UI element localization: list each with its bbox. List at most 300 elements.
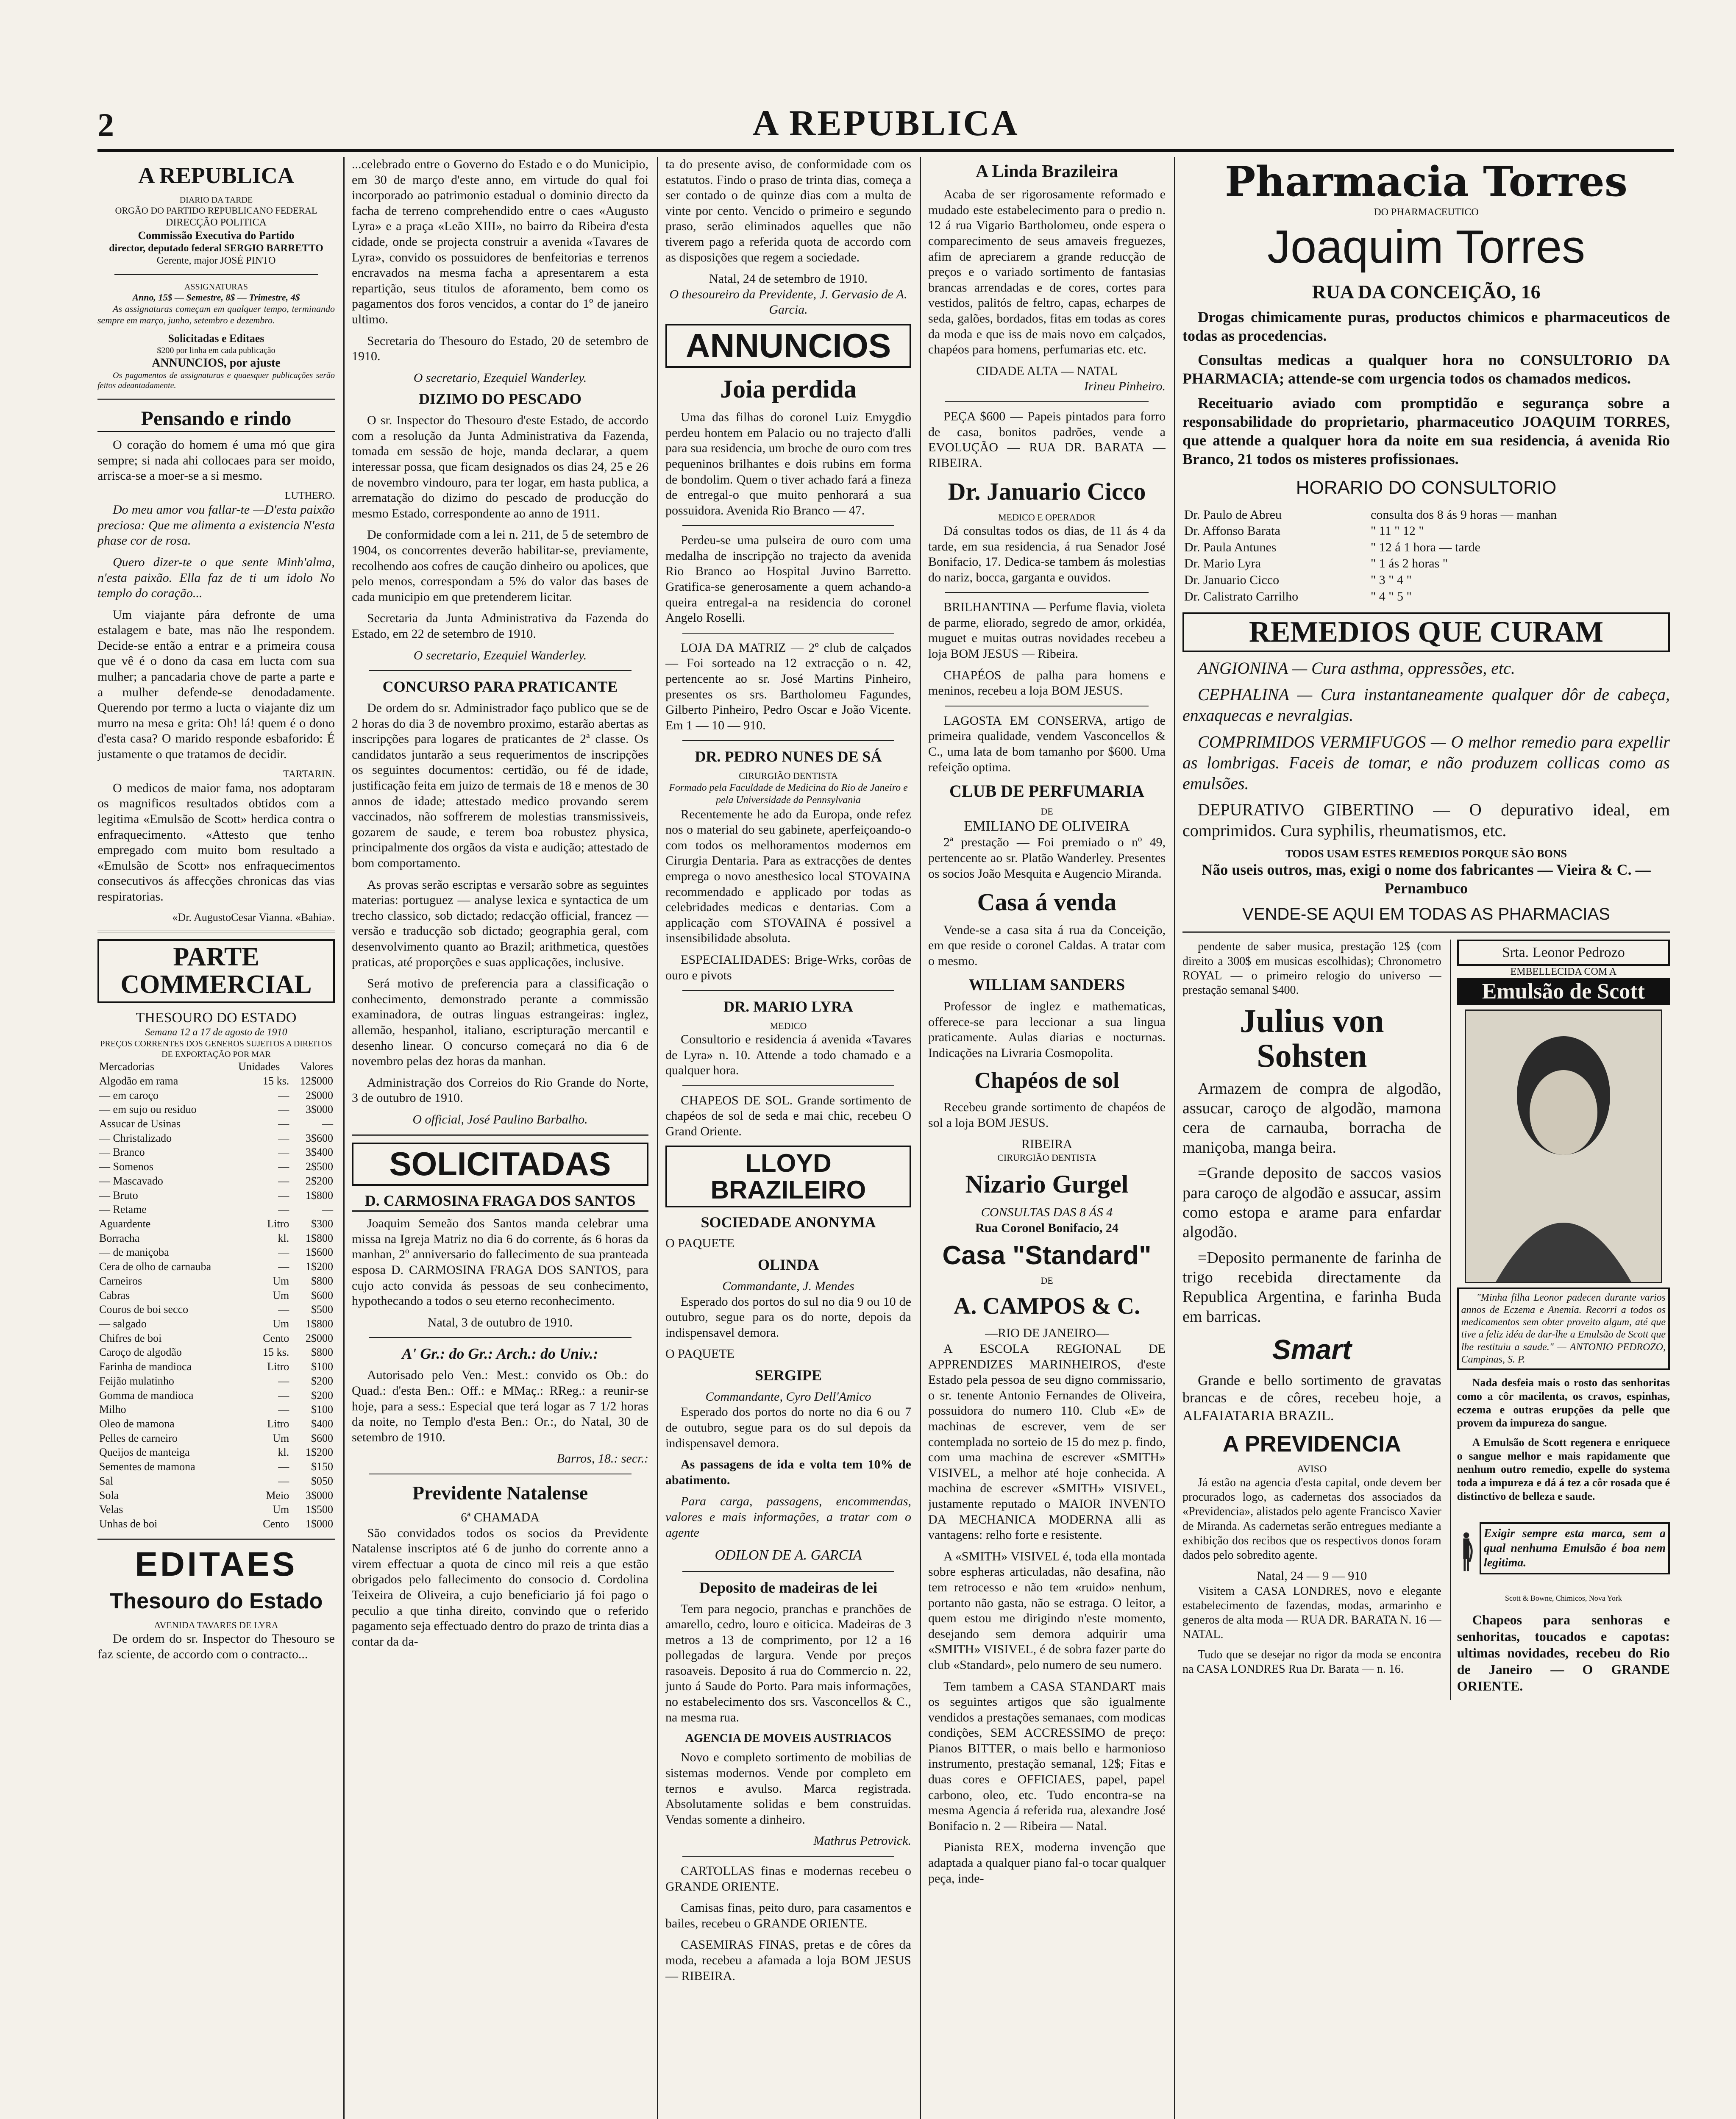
dizimo-title: DIZIMO DO PESCADO	[418, 390, 582, 408]
concurso-p1: De ordem do sr. Administrador faço publico que se de 2 horas do dia 3 de novembro proximo, estarão abertas as inscripções para logares de praticantes de 2ª classe. Os candidatos juntarão a seus requerimentos de inscripções os seguintes documentos: certidão, ou fé de idade, justificação feita em juizo de termais de 18 e menos de 30 annos de idade; attestado medico provando serem vaccinados, não soffrerem de molestias transmissiveis, gozarem de saude, e terem boa robustez physica, principalmente dos orgãos da vista e audição; attestado de bom comportamento.	[352, 701, 648, 870]
divider	[682, 633, 894, 634]
table-cell: 1$600	[306, 1246, 333, 1259]
lyra-title: DR. MARIO LYRA	[723, 998, 853, 1015]
table-cell: — de maniçoba	[99, 1246, 169, 1259]
londres-p2: Tudo que se desejar no rigor da moda se encontra na CASA LONDRES Rua Dr. Barata — n. 16.	[1182, 1648, 1441, 1676]
table-row	[97, 1117, 335, 1131]
thesouro-heading: THESOURO DO ESTADO	[136, 1009, 297, 1026]
pharm-p1: Drogas chimicamente puras, productos chimicos e pharmaceuticos de todas as procedencias.	[1182, 308, 1670, 344]
table-row	[97, 1360, 335, 1374]
lloyd-p2: Esperado dos portos do norte no dia 6 ou 7 de outubro, segue para os do sul depois da indispensavel demora.	[665, 1405, 911, 1450]
lloyd-cmd1: Commandante, J. Mendes	[722, 1279, 854, 1293]
previdente-cont: ta do presente aviso, de conformidade com os estatutos. Findo o praso de trinta dias, começa a ser contado o de quinze dias com a multa de vinte por cento. Vencido o primeiro e segundo praso, serão eliminados aquelles que não tiverem pago a referida quota de accordo com as disposições que regem a sociedade.	[665, 157, 911, 264]
table-cell: Litro	[267, 1217, 289, 1230]
casemiras-p: CASEMIRAS FINAS, pretas e de côres da moda, recebeu a afamada a loja BOM JESUS — RIBEIRA.	[665, 1938, 911, 1983]
pharm-addr: RUA DA CONCEIÇÃO, 16	[1312, 281, 1541, 303]
table-cell: 1$800	[306, 1189, 333, 1201]
scott-p1: Nada desfeia mais o rosto das senhoritas como a côr macilenta, os cravos, espinhas, eczema e outras erupções da pelle que provem da impureza do sangue.	[1457, 1377, 1670, 1429]
standard-title: Casa "Standard"	[942, 1241, 1152, 1271]
table-cell: 1$200	[306, 1446, 333, 1459]
divider	[682, 1856, 894, 1857]
divider	[369, 1337, 632, 1338]
divider	[682, 1571, 894, 1572]
table-row	[97, 1288, 335, 1303]
pensando-p2: Um viajante pára defronte de uma estalagem e bate, mas não lhe respondem. Decide-se então a entrar e a primeira cousa que vê é o dono da casa em lucta com sua mulher; a pancadaria chove de parte a parte e a mulher defende-se denodadamente. Querendo por termo a lucta o viajante diz um murro na mesa e grita: Oh! lá! quem é o dono d'esta casa? O marido responde esbaforido: É justamente o que tratamos de decidir.	[97, 607, 335, 762]
solicitadas-label: Solicitadas e Editaes	[168, 332, 264, 345]
table-cell: kl.	[278, 1446, 289, 1459]
arch-sig: Barros, 18.: secr.:	[556, 1452, 648, 1466]
table-cell: 1$800	[306, 1232, 333, 1244]
prev-title: A PREVIDENCIA	[1222, 1431, 1401, 1457]
table-cell: — Somenos	[99, 1160, 153, 1173]
joia-p: Uma das filhas do coronel Luiz Emygdio perdeu hontem em Palacio ou no trajecto d'alli para sua residencia, um broche de ouro com tres pequeninos brilhantes e dois rubins em forma de bondolim. Quem o tiver achado fará a fineza de entregal-o que muito penhorará a sua possuidora. Avenida Rio Branco — 47.	[665, 410, 911, 517]
cicco-p: Dá consultas todos os dias, de 11 ás 4 da tarde, em sua residencia, á rua Senador José Bonifacio, 17. Dedica-se tambem ás molestias do nariz, bocca, garganta e ouvidos.	[928, 523, 1166, 584]
table-cell: 3$400	[306, 1146, 333, 1159]
avenida-sec: O secretario, Ezequiel Wanderley.	[413, 370, 587, 385]
scott-sub: EMBELLECIDA COM A	[1510, 966, 1617, 977]
director: director, deputado federal SERGIO BARRETTO	[109, 243, 323, 254]
pensando-p1: O coração do homem é uma mó que gira sempre; si nada ahi collocaes para ser moido, arrisca-se a moer-se a si mesmo.	[97, 438, 335, 483]
table-cell: —	[278, 1403, 289, 1416]
scott-trademark	[1457, 1509, 1670, 1594]
cicco-sub: MEDICO E OPERADOR	[998, 512, 1096, 523]
column-2	[352, 157, 648, 2119]
table-cell: Sementes de mamona	[99, 1460, 195, 1473]
pedro-esp: ESPECIALIDADES: Brige-Wrks, corôas de ouro e pivots	[665, 953, 911, 982]
fisherman-icon	[1457, 1509, 1475, 1594]
table-row	[97, 1174, 335, 1188]
dizimo-sec: O secretario, Ezequiel Wanderley.	[413, 648, 587, 662]
horario-table	[1182, 507, 1670, 605]
table-row	[97, 1102, 335, 1117]
table-cell: Gomma de mandioca	[99, 1389, 194, 1402]
avenida-sig: Secretaria do Thesouro do Estado, 20 de setembro de 1910.	[352, 334, 648, 364]
linda-title: A Linda Brazileira	[976, 162, 1118, 181]
table-cell: $800	[311, 1274, 333, 1287]
table-row	[97, 1374, 335, 1388]
julius-title: Julius von Sohsten	[1240, 1002, 1384, 1074]
standard-p3: Tem tambem a CASA STANDART mais os seguintes artigos que são igualmente vendidos a prestações semanaes, com modicas condições, SEM ACCRESSIMO de preço: Pianos BITTER, o mais bello e harmonioso instrumento, prestação semanal, 12$; Fitas e duas cores e OFFICIAES, papel, papel carbono, oleo, etc. Tudo encontra-se na mesma Agencia á referida rua, alexandre José Bonifacio n. 2 — Ribeira — Natal.	[928, 1679, 1166, 1833]
lloyd-info: Para carga, passagens, encommendas, valores e mais informações, a tratar com o agente	[665, 1494, 911, 1540]
divider	[97, 931, 335, 932]
table-cell: Cabras	[99, 1289, 130, 1301]
club-title: CLUB DE PERFUMARIA	[949, 781, 1144, 801]
moveis-sig: Mathrus Petrovick.	[813, 1834, 911, 1848]
table-cell: $400	[311, 1418, 333, 1430]
editaes-p: De ordem do sr. Inspector do Thesouro se faz sciente, de accordo com o contracto...	[97, 1632, 335, 1661]
lyra-sub: MEDICO	[770, 1021, 807, 1032]
subs-title: ASSIGNATURAS	[184, 282, 248, 292]
page-number: 2	[97, 106, 114, 143]
lyra-p: Consultorio e residencia á avenida «Tavares de Lyra» n. 10. Attende a todo chamado e a qualquer hora.	[665, 1032, 911, 1078]
pharm-p3: Receituario aviado com promptidão e segurança sobre a responsabilidade do proprietario, pharmaceutico JOAQUIM TORRES, que attende a qualquer hora da noite em sua residencia, á avenida Rio Branco, 21 todos os misteres profissionaes.	[1182, 395, 1670, 468]
table-cell: — Branco	[99, 1146, 145, 1159]
commission: Commissão Executiva do Partido	[138, 229, 295, 242]
table-cell: 1$500	[306, 1503, 333, 1516]
table-cell: 2$200	[306, 1174, 333, 1187]
scott-exigir: Exigir sempre esta marca, sem a qual nenhuma Emulsão é boa nem legitima.	[1480, 1522, 1670, 1574]
avenida-notice: ...celebrado entre o Governo do Estado e o do Municipio, em 30 de março d'este anno, em virtude do qual foi incorporado ao patrimonio estadual o dominio directo da facha de terreno comprehendido entre o caes «Augusto Lyra» e a praça «Leão XIII», no bairro da Ribeira d'esta cidade, onde se projecta construir a avenida «Tavares de Lyra», convido os possuidores de benfeitorias e terrenos encravados na mesma facha a apresentarem a esta repartição, seus titulos de aforamento, bem como os pagamentos dos foros vencidos, a contar do 1º de janeiro ultimo.	[352, 157, 648, 326]
avenida: AVENIDA TAVARES DE LYRA	[154, 1620, 278, 1631]
table-row	[97, 1474, 335, 1488]
table-cell: —	[278, 1246, 289, 1259]
prev-date: Natal, 24 — 9 — 910	[1257, 1569, 1367, 1583]
table-cell: 1$000	[306, 1518, 333, 1530]
dizimo-sig: Secretaria da Junta Administrativa da Fazenda do Estado, em 22 de setembro de 1910.	[352, 611, 648, 641]
table-cell: Assucar de Usinas	[99, 1117, 181, 1130]
scott-ad	[1450, 940, 1670, 1700]
pulseira-p: Perdeu-se uma pulseira de ouro com uma medalha de inscripção no trajecto da avenida Rio Branco ao Hospital Juvino Barretto. Gratifica-se generosamente a quem achando-a queira entregal-a na residencia do coronel Angelo Roselli.	[665, 533, 911, 625]
previdente-date: Natal, 24 de setembro de 1910.	[709, 272, 868, 286]
table-cell: — Retame	[99, 1203, 147, 1216]
table-cell: Couros de boi secco	[99, 1303, 189, 1316]
casa-p: Vende-se a casa sita á rua da Conceição, em que reside o coronel Caldas. A tratar com o mesmo.	[928, 923, 1166, 968]
table-cell: 3$000	[306, 1103, 333, 1116]
horario-cell: Dr. Paulo de Abreu	[1184, 507, 1282, 522]
todos-usam: TODOS USAM ESTES REMEDIOS PORQUE SÃO BONS	[1285, 848, 1567, 860]
horario-cell: consulta dos 8 ás 9 horas — manhan	[1371, 507, 1557, 522]
table-row	[97, 1431, 335, 1446]
lloyd-ship1: OLINDA	[757, 1256, 819, 1273]
table-row	[97, 1231, 335, 1246]
table-cell: —	[278, 1189, 289, 1201]
chapeos-sol-p: CHAPEOS DE SOL. Grande sortimento de chapéos de sol de seda e mai chic, recebeu O Grand Oriente.	[665, 1093, 911, 1138]
table-row	[97, 1274, 335, 1288]
moveis-title: AGENCIA DE MOVEIS AUSTRIACOS	[685, 1732, 892, 1745]
header-rule	[97, 149, 1674, 152]
table-header-cell: Mercadorias	[99, 1060, 154, 1073]
horario-row	[1182, 572, 1670, 589]
table-cell: Meio	[266, 1489, 289, 1502]
table-cell: — em sujo ou residuo	[99, 1103, 197, 1116]
table-cell: 12$000	[300, 1074, 333, 1087]
madeiras-title: Deposito de madeiras de lei	[699, 1579, 877, 1596]
column-rule	[1174, 157, 1175, 2119]
lloyd-paquete2: O PAQUETE	[665, 1347, 735, 1361]
cicco-title: Dr. Januario Cicco	[948, 478, 1146, 506]
table-cell: —	[278, 1117, 289, 1130]
sanders-p: Professor de inglez e mathematicas, offerece-se para leccionar a sua lingua praticamente. Aulas diarias e nocturnas. Indicações na Livraria Cosmopolita.	[928, 999, 1166, 1060]
table-cell: $200	[311, 1374, 333, 1387]
table-header-cell: Valores	[300, 1060, 333, 1073]
annuncios-label: ANNUNCIOS, por ajuste	[152, 356, 281, 370]
lagosta-p: LAGOSTA EM CONSERVA, artigo de primeira qualidade, vendem Vasconcellos & C., uma lata de bom tamanho por $600. Uma refeição optima.	[928, 713, 1166, 774]
standard-de: DE	[1040, 1275, 1053, 1286]
concurso-p2: As provas serão escriptas e versarão sobre as seguintes materias: portuguez — analyse lexica e syntactica de um trecho classico, sob dictado; redacção official, francez — versão e traducção sob dictado; geographia geral, com desenvolvimento quanto ao Brazil; arithmetica, questões praticas, até proporções e suas applicações, inclusive.	[352, 877, 648, 969]
divider	[682, 990, 894, 991]
table-cell: $500	[311, 1303, 333, 1316]
thesouro2: Thesouro do Estado	[109, 1588, 323, 1613]
table-cell: —	[278, 1389, 289, 1402]
manager: Gerente, major JOSÉ PINTO	[156, 255, 276, 267]
table-cell: — salgado	[99, 1318, 147, 1330]
casa-title: Casa á venda	[977, 888, 1117, 916]
org-line: ORGÃO DO PARTIDO REPUBLICANO FEDERAL	[115, 205, 317, 216]
prev-sub: AVISO	[1297, 1463, 1327, 1475]
carmosina-date: Natal, 3 de outubro de 1910.	[427, 1315, 573, 1329]
joia-title: Joia perdida	[720, 375, 857, 403]
table-cell: $800	[311, 1346, 333, 1359]
brilhantina-p: BRILHANTINA — Perfume flavia, violeta de parme, eliorado, segredo de amor, orkidéa, muguet e muitas outras novidades recebeu a loja BOM JESUS — Ribeira.	[928, 600, 1166, 661]
table-row	[97, 1445, 335, 1460]
concurso-title: CONCURSO PARA PRATICANTE	[382, 678, 618, 695]
julius-p1: Armazem de compra de algodão, assucar, caroço de algodão, mamona cera de carnauba, borracha de maniçoba, manga beira.	[1182, 1079, 1441, 1157]
table-row	[97, 1160, 335, 1174]
column-rule	[657, 157, 658, 2119]
table-cell: $100	[311, 1403, 333, 1416]
semana: Semana 12 a 17 de agosto de 1910	[145, 1027, 287, 1038]
table-row	[97, 1317, 335, 1331]
table-cell: Cento	[263, 1332, 289, 1344]
arch-p: Autorisado pelo Ven.: Mest.: convido os Ob.: do Quad.: d'esta Ben.: Off.: e MMaç.: RReg.: a reunir-se hoje, para a sess.: Especial que terá logar as 7 1/2 horas da noite, no Templo d'esta Ben.: Or.:, do Natal, 30 de setembro de 1910.	[352, 1368, 648, 1444]
divider	[682, 740, 894, 741]
julius-p2: =Grande deposito de saccos vasios para caroço de algodão e assucar, assim como estopa e arame para enfardar algodão.	[1182, 1164, 1441, 1241]
price-table-body	[97, 1074, 335, 1531]
table-row	[97, 1302, 335, 1317]
pedro-p: Recentemente he ado da Europa, onde refez nos o material do seu gabinete, aperfeiçoando-o com todos os melhoramentos modernos em Cirurgia Dentaria. Para as extracções de dentes emprega o novo anesthesico local STOVAINA recommendado e applicado por todas as celebridades medicas e dentarias. Com a applicação com STOVAINA é possivel a insensibilidade absoluta.	[665, 807, 911, 945]
table-cell: Chifres de boi	[99, 1332, 162, 1344]
pensando-poem2: Quero dizer-te o que sente Minh'alma, n'esta paixão. Ella faz de ti um idolo No templo do coração...	[97, 555, 335, 601]
pedro-sub: CIRURGIÃO DENTISTA	[739, 770, 838, 781]
julius-p3: =Deposito permanente de farinha de trigo recebida directamente da Republica Argentina, e farinha Buda em barricas.	[1182, 1249, 1441, 1326]
gurgel-hours: CONSULTAS DAS 8 ÁS 4	[981, 1205, 1113, 1220]
table-cell: —	[278, 1103, 289, 1116]
pedro-title: DR. PEDRO NUNES DE SÁ	[695, 748, 882, 765]
pharm-p2: Consultas medicas a qualquer hora no CONSULTORIO DA PHARMACIA; attende-se com urgencia todos os chamados medicos.	[1182, 351, 1670, 387]
horario-table-body	[1182, 507, 1670, 605]
arch-title: A' Gr.: do Gr.: Arch.: do Univ.:	[402, 1345, 598, 1363]
table-cell: —	[278, 1089, 289, 1101]
horario-cell: " 1 ás 2 horas "	[1371, 556, 1448, 571]
horario-row	[1182, 589, 1670, 605]
column-rule	[920, 157, 921, 2119]
table-cell: Aguardente	[99, 1217, 151, 1230]
table-cell: Milho	[99, 1403, 126, 1416]
carmosina-p: Joaquim Semeão dos Santos manda celebrar uma missa na Igreja Matriz no dia 6 do corrente, ás 6 horas da manhan, 2º anniversario do fallecimento de sua pranteada esposa D. CARMOSINA FRAGA DOS SANTOS, para cujo acto convida ás pessoas de seu conhecimento, hypothecando a todos o seu eterno reconhecimento.	[352, 1216, 648, 1308]
table-cell: kl.	[278, 1232, 289, 1244]
table-cell: Unhas de boi	[99, 1518, 158, 1530]
table-row	[97, 1131, 335, 1146]
subs-note: As assignaturas começam em qualquer tempo, terminando sempre em março, junho, setembro e dezembro.	[97, 303, 335, 325]
table-cell: —	[278, 1460, 289, 1473]
horario-title: HORARIO DO CONSULTORIO	[1296, 477, 1557, 498]
horario-row	[1182, 507, 1670, 523]
table-cell: 1$200	[306, 1260, 333, 1273]
table-row	[97, 1202, 335, 1217]
divider	[945, 592, 1149, 593]
table-cell: —	[278, 1132, 289, 1144]
divider	[945, 401, 1149, 402]
table-cell: $150	[311, 1460, 333, 1473]
table-cell: —	[278, 1260, 289, 1273]
table-header-row	[97, 1060, 335, 1074]
table-cell: Queijos de manteiga	[99, 1446, 190, 1459]
lloyd-pass: As passagens de ida e volta tem 10% de abatimento.	[665, 1457, 911, 1487]
editaes-title: EDITAES	[135, 1545, 298, 1583]
club-name: EMILIANO DE OLIVEIRA	[964, 818, 1130, 834]
pharm-title: Pharmacia Torres	[1225, 158, 1628, 206]
previdente-sig: O thesoureiro da Previdente, J. Gervasio de A. Garcia.	[669, 287, 907, 317]
table-cell: Litro	[267, 1418, 289, 1430]
pharm-name: Joaquim Torres	[1267, 221, 1585, 273]
table-row	[97, 1260, 335, 1274]
portrait-image	[1465, 1009, 1662, 1283]
table-cell: 1$800	[306, 1318, 333, 1330]
table-row	[97, 1188, 335, 1203]
previdente-p: São convidados todos os socios da Previdente Natalense inscriptos até 6 de junho do corrente anno a virem effectuar a quota de cinco mil reis a que estão obrigados pelo fallecimento do consocio d. Cordolina Teixeira de Oliveira, a cujo beneficiario já foi pago o peculio a que tinha direito, convindo que o referido pagamento seja effectuado dentro do prazo de trinta dias a contar da da-	[352, 1526, 648, 1649]
column-rule	[343, 157, 345, 2119]
masthead: A REPUBLICA	[138, 163, 294, 188]
table-cell: —	[278, 1146, 289, 1159]
table-cell: Um	[273, 1274, 289, 1287]
divider	[97, 398, 335, 400]
table-cell: Cera de olho de carnauba	[99, 1260, 211, 1273]
chapeos-p: Recebeu grande sortimento de chapéos de sol a loja BOM JESUS.	[928, 1100, 1166, 1130]
lloyd-ship2: SERGIPE	[754, 1366, 822, 1384]
table-row	[97, 1460, 335, 1474]
annuncios-note: Os pagamentos de assignaturas e quaesquer publicações serão feitos adeantadamente.	[97, 370, 335, 391]
table-cell: Velas	[99, 1503, 123, 1516]
divider	[352, 1134, 648, 1136]
pensando-sig1: LUTHERO.	[285, 490, 335, 501]
rem3: COMPRIMIDOS VERMIFUGOS — O melhor remedio para expellir as lombrigas. Faceis de tomar, e não produzem collicas como as emulsões.	[1182, 732, 1670, 793]
concurso-sig: Administração dos Correios do Rio Grande do Norte, 3 de outubro de 1910.	[352, 1075, 648, 1105]
table-cell: $600	[311, 1432, 333, 1444]
horario-cell: Dr. Mario Lyra	[1184, 556, 1261, 571]
table-cell: — Mascavado	[99, 1174, 163, 1187]
chapeos-title: Chapéos de sol	[974, 1068, 1120, 1093]
pharm-sub: DO PHARMACEUTICO	[1374, 207, 1479, 218]
horario-cell: Dr. Paula Antunes	[1184, 540, 1277, 554]
lloyd-title: LLOYD BRAZILEIRO	[665, 1146, 911, 1207]
solicitadas-price: $200 por linha em cada publicação	[157, 346, 275, 356]
col5-split	[1182, 940, 1670, 1700]
table-row	[97, 1517, 335, 1531]
table-cell: $050	[311, 1474, 333, 1487]
lloyd-paquete1: O PAQUETE	[665, 1236, 735, 1251]
table-cell: $300	[311, 1217, 333, 1230]
pedro-cred: Formado pela Faculdade de Medicina do Rio de Janeiro e pela Universidade da Pennsylvania	[669, 782, 908, 806]
table-cell: 15 ks.	[263, 1074, 289, 1087]
horario-row	[1182, 539, 1670, 556]
sanders-title: WILLIAM SANDERS	[968, 976, 1125, 994]
peca-p: PEÇA $600 — Papeis pintados para forro de casa, bonitos padrões, vende a EVOLUÇÃO — RUA DR. BARATA — RIBEIRA.	[928, 409, 1166, 470]
lloyd-agent: ODILON DE A. GARCIA	[715, 1547, 862, 1563]
standard-p4: Pianista REX, moderna invenção que adaptada a qualquer piano fal-o tocar qualquer peça, inde-	[928, 1840, 1166, 1885]
table-cell: Algodão em rama	[99, 1074, 178, 1087]
dizimo-p2: De conformidade com a lei n. 211, de 5 de setembro de 1904, os concorrentes deverão habilitar-se, previamente, recolhendo aos cofres de caução dinheiro ou apolices, que pelo menos, correspondam a 5% do valor das bases de cada municipio em que pretenderem licitar.	[352, 528, 648, 604]
horario-cell: " 4 " 5 "	[1371, 589, 1412, 603]
col5-left	[1182, 940, 1441, 1700]
table-cell: Oleo de mamona	[99, 1418, 175, 1430]
horario-row	[1182, 556, 1670, 572]
table-cell: 15 ks.	[263, 1346, 289, 1359]
table-row	[97, 1245, 335, 1260]
horario-cell: " 11 " 12 "	[1371, 524, 1424, 538]
rem4: DEPURATIVO GIBERTINO — O depurativo ideal, em comprimidos. Cura syphilis, rheumatismos, etc.	[1182, 800, 1670, 840]
table-cell: 2$000	[306, 1332, 333, 1344]
concurso-p3: Será motivo de preferencia para a classificação o conhecimento, demonstrado perante a commissão examinadora, de outras linguas estrangeiras: inglez, allemão, hespanhol, italiano, escripturação mercantil e desenho linear. O concurso começará no dia 6 de novembro pelas dez horas da manhan.	[352, 976, 648, 1068]
table-cell: 2$500	[306, 1160, 333, 1173]
table-row	[97, 1402, 335, 1417]
table-row	[97, 1502, 335, 1517]
scott-quote: "Minha filha Leonor padecen durante varios annos de Eczema e Anemia. Recorri a todos os medicamentos sem obter proveito algum, até que tive a feliz idéa de dar-lhe a Emulsão de Scott que lhe restituiu a saude." — ANTONIO PEDROZO, Campinas, S. P.	[1457, 1288, 1670, 1371]
table-row	[97, 1217, 335, 1231]
table-cell: Um	[273, 1289, 289, 1301]
table-cell: —	[278, 1174, 289, 1187]
table-cell: 3$000	[306, 1489, 333, 1502]
horario-cell: " 3 " 4 "	[1371, 573, 1412, 587]
table-row	[97, 1388, 335, 1403]
cartolas-p: CARTOLLAS finas e modernas recebeu o GRANDE ORIENTE.	[665, 1863, 911, 1894]
rem2: CEPHALINA — Cura instantaneamente qualquer dôr de cabeça, enxaquecas e nevralgias.	[1182, 685, 1670, 725]
scott-title: Emulsão de Scott	[1457, 978, 1670, 1005]
table-cell: Um	[273, 1318, 289, 1330]
gurgel-sub: CIRURGIÃO DENTISTA	[997, 1152, 1096, 1163]
table-cell: Litro	[267, 1360, 289, 1373]
table-row	[97, 1331, 335, 1346]
subs-prices: Anno, 15$ — Semestre, 8$ — Trimestre, 4$	[132, 292, 300, 303]
divider	[682, 1085, 894, 1086]
divider	[1182, 931, 1670, 933]
scott-p2: A Emulsão de Scott regenera e enriquece o sangue melhor e mais rapidamente que nenhum outro remedio, expelle do systema toda a impureza e dá á tez a côr rosada que é distinctivo de belleza e saude.	[1457, 1436, 1670, 1502]
table-cell: 3$600	[306, 1132, 333, 1144]
column-3	[665, 157, 911, 2119]
portrait-icon	[1466, 1011, 1661, 1282]
smart-p: Grande e bello sortimento de gravatas brancas e de côres, recebeu hoje, a ALFAIATARIA BRAZIL.	[1182, 1372, 1441, 1424]
table-cell: Feijão mulatinho	[99, 1374, 174, 1387]
previdente-sub: 6ª CHAMADA	[461, 1510, 540, 1524]
gurgel-title: Nizario Gurgel	[965, 1170, 1129, 1198]
table-cell: Sal	[99, 1474, 114, 1487]
concurso-off: O official, José Paulino Barbalho.	[412, 1112, 588, 1126]
vende-aqui: VENDE-SE AQUI EM TODAS AS PHARMACIAS	[1242, 904, 1610, 923]
column-1	[97, 157, 335, 2119]
price-table	[97, 1060, 335, 1531]
paper-title: A REPUBLICA	[752, 103, 1019, 143]
page-header	[97, 93, 1674, 153]
table-cell: —	[278, 1160, 289, 1173]
gurgel-addr: Rua Coronel Bonifacio, 24	[975, 1221, 1118, 1235]
standard-city: —RIO DE JANEIRO—	[985, 1326, 1109, 1340]
table-cell: Pelles de carneiro	[99, 1432, 178, 1444]
chapeos-sig: RIBEIRA	[1021, 1137, 1072, 1151]
horario-cell: Dr. Affonso Barata	[1184, 524, 1280, 538]
table-row	[97, 1074, 335, 1088]
table-row	[97, 1417, 335, 1431]
table-cell: Borracha	[99, 1232, 140, 1244]
table-cell: $600	[311, 1289, 333, 1301]
madeiras-p: Tem para negocio, pranchas e pranchões de amarello, cedro, louro e oiticica. Madeiras de 3 metros a 13 de comprimento, por 12 a 16 pollegadas de largura. Vende por preços rasoaveis. Deposito á rua do Commercio n. 22, junto á Saude do Porto. Para mais informações, no estabelecimento dos srs. Vasconcellos & C., na mesma rua.	[665, 1602, 911, 1724]
pensando-p3: O medicos de maior fama, nos adoptaram os magnificos resultados obtidos com a legitima «Emulsão de Scott» herdica contra o enfraquecimento. «Attesto que tenho empregado com muito bom resultado a «Emulsão de Scott» nos enfraquecimentos consecutivos ás affecções chronicas das vias respiratorias.	[97, 781, 335, 904]
table-cell: — Bruto	[99, 1189, 138, 1201]
horario-cell: " 12 á 1 hora — tarde	[1371, 540, 1480, 554]
loja-p: LOJA DA MATRIZ — 2º club de calçados — Foi sorteado na 12 extracção o n. 42, pertencente ao sr. José Martins Pinheiro, presentes os srs. Bartholomeu Fagundes, Gilberto Pinheiro, Pedro Oscar e João Vicente. Em 1 — 10 — 910.	[665, 640, 911, 732]
table-cell: —	[278, 1474, 289, 1487]
table-cell: $200	[311, 1389, 333, 1402]
pensando-sig3: «Dr. AugustoCesar Vianna. «Bahia».	[172, 911, 335, 923]
table-cell: Sola	[99, 1489, 119, 1502]
table-cell: Cento	[263, 1518, 289, 1530]
table-cell: — Christalizado	[99, 1132, 172, 1144]
table-cell: Um	[273, 1503, 289, 1516]
horario-cell: Dr. Januario Cicco	[1184, 573, 1280, 587]
carmosina-title: D. CARMOSINA FRAGA DOS SANTOS	[352, 1192, 648, 1212]
linda-name: Irineu Pinheiro.	[1084, 379, 1166, 394]
direction: DIRECÇÃO POLITICA	[166, 217, 267, 228]
horario-cell: Dr. Calistrato Carrilho	[1184, 589, 1299, 603]
masthead-sub: DIARIO DA TARDE	[179, 195, 253, 205]
